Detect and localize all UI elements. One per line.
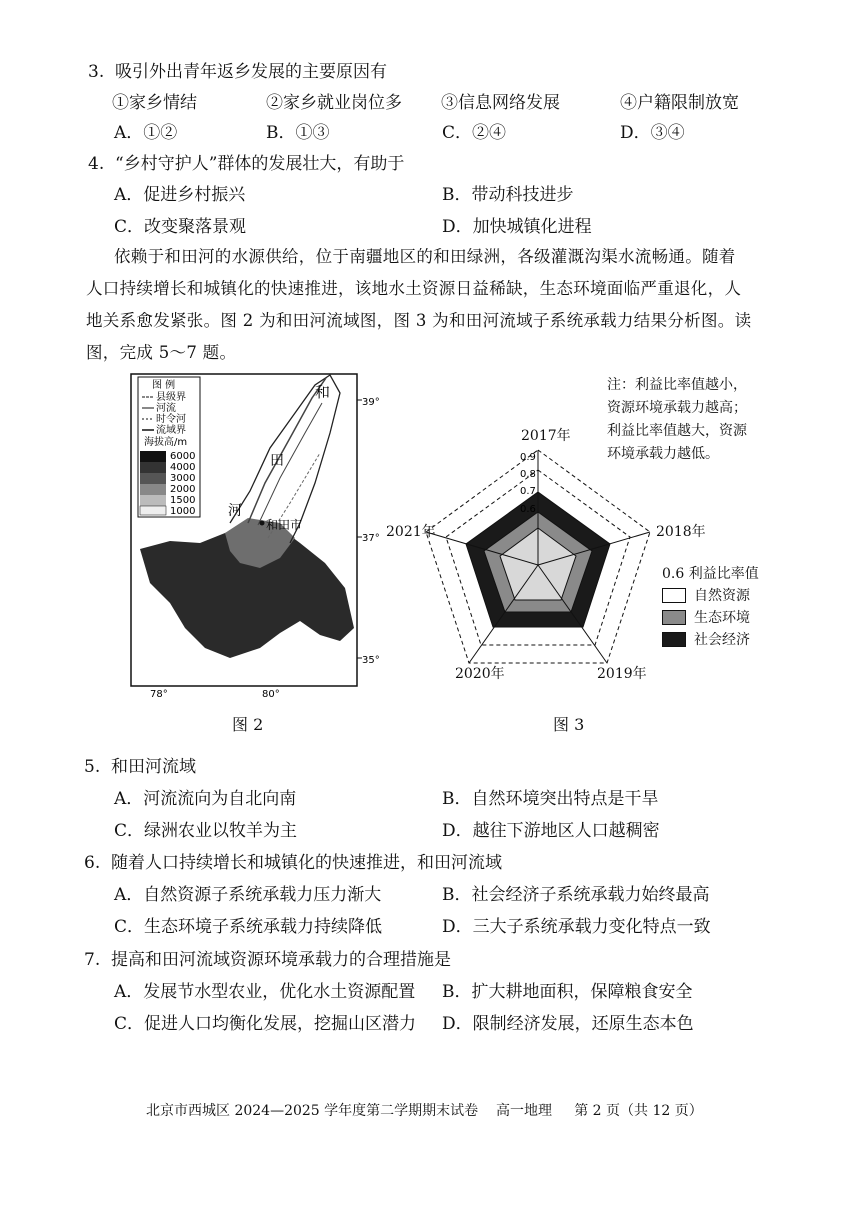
q4-option-b[interactable]: B．带动科技进步 bbox=[442, 185, 574, 205]
q3-option-d[interactable]: D．③④ bbox=[620, 123, 685, 143]
lat-label: 35° bbox=[362, 655, 380, 666]
radar-note bbox=[607, 374, 747, 466]
question-6 bbox=[84, 848, 502, 873]
question-stem: “乡村守护人”群体的发展壮大，有助于 bbox=[115, 154, 405, 174]
lon-label: 78° bbox=[150, 689, 168, 700]
question-stem: 和田河流域 bbox=[111, 757, 197, 777]
question-number: 3. bbox=[88, 62, 105, 82]
radar-axis-2017: 2017年 bbox=[521, 428, 571, 444]
lon-label: 80° bbox=[262, 689, 280, 700]
elevation-value: 6000 bbox=[170, 451, 196, 462]
radar-axis-2019: 2019年 bbox=[597, 666, 647, 682]
legend-basin-border: 流域界 bbox=[156, 425, 186, 436]
river-label: 河 bbox=[228, 503, 242, 519]
q4-option-d[interactable]: D．加快城镇化进程 bbox=[442, 217, 592, 237]
figure-2-caption: 图 2 bbox=[232, 715, 264, 734]
legend-swatch bbox=[662, 588, 686, 603]
q6-option-a[interactable]: A．自然资源子系统承载力压力渐大 bbox=[114, 885, 382, 905]
q6-option-c[interactable]: C．生态环境子系统承载力持续降低 bbox=[114, 917, 383, 937]
question-7 bbox=[84, 945, 451, 970]
q7-option-a[interactable]: A．发展节水型农业，优化水土资源配置 bbox=[114, 982, 416, 1002]
legend-social-economy bbox=[662, 629, 750, 649]
passage-line: 地关系愈发紧张。图 2 为和田河流域图，图 3 为和田河流域子系统承载力结果分析图。读 bbox=[86, 311, 752, 330]
river-label: 和 bbox=[315, 383, 331, 401]
elevation-value: 3000 bbox=[170, 473, 196, 484]
radar-legend-title: 0.6 利益比率值 bbox=[662, 566, 759, 582]
q4-option-c[interactable]: C．改变聚落景观 bbox=[114, 217, 247, 237]
q5-option-a[interactable]: A．河流流向为自北向南 bbox=[114, 789, 297, 809]
note-line: 资源环境承载力越高； bbox=[607, 400, 747, 416]
figure-2-map bbox=[130, 373, 392, 703]
page-footer: 北京市西城区 2024—2025 学年度第二学期期末试卷 高一地理 第 2 页（共 12 页） bbox=[146, 1103, 703, 1119]
question-stem: 随着人口持续增长和城镇化的快速推进，和田河流域 bbox=[111, 853, 503, 873]
passage-line: 图，完成 5～7 题。 bbox=[86, 343, 237, 362]
passage-line: 依赖于和田河的水源供给，位于南疆地区的和田绿洲，各级灌溉沟渠水流畅通。随着 bbox=[114, 247, 736, 266]
elevation-value: 2000 bbox=[170, 484, 196, 495]
elevation-label: 海拔高/m bbox=[144, 437, 188, 448]
legend-county-border: 县级界 bbox=[156, 392, 186, 403]
question-5 bbox=[84, 752, 196, 777]
map-legend-title: 图 例 bbox=[152, 380, 176, 391]
question-3 bbox=[88, 57, 387, 82]
q7-option-d[interactable]: D．限制经济发展，还原生态本色 bbox=[442, 1014, 694, 1034]
q6-option-b[interactable]: B．社会经济子系统承载力始终最高 bbox=[442, 885, 710, 905]
radar-axis-2020: 2020年 bbox=[455, 666, 505, 682]
q7-option-b[interactable]: B．扩大耕地面积，保障粮食安全 bbox=[442, 982, 693, 1002]
city-label: 和田市 bbox=[266, 518, 303, 532]
question-number: 6. bbox=[84, 853, 101, 873]
legend-river: 河流 bbox=[156, 403, 176, 414]
map-svg bbox=[130, 373, 392, 703]
legend-label: 生态环境 bbox=[694, 610, 750, 626]
q7-option-c[interactable]: C．促进人口均衡化发展，挖掘山区潜力 bbox=[114, 1014, 417, 1034]
tick-label: 0.6 bbox=[520, 504, 536, 515]
legend-seasonal-river: 时令河 bbox=[156, 414, 186, 425]
passage-line: 人口持续增长和城镇化的快速推进，该地水土资源日益稀缺，生态环境面临严重退化，人 bbox=[86, 279, 742, 298]
q6-option-d[interactable]: D．三大子系统承载力变化特点一致 bbox=[442, 917, 711, 937]
note-line: 利益比率值越大，资源 bbox=[607, 423, 747, 439]
radar-axis-2021: 2021年 bbox=[386, 524, 436, 540]
note-line: 环境承载力越低。 bbox=[607, 446, 719, 462]
tick-label: 0.9 bbox=[520, 452, 536, 463]
q3-option-a[interactable]: A．①② bbox=[114, 123, 178, 143]
q3-item-1: ①家乡情结 bbox=[112, 93, 197, 113]
question-4 bbox=[88, 149, 404, 174]
q4-option-a[interactable]: A．促进乡村振兴 bbox=[114, 185, 246, 205]
question-stem: 吸引外出青年返乡发展的主要原因有 bbox=[115, 62, 388, 82]
tick-label: 0.8 bbox=[520, 469, 536, 480]
q3-option-b[interactable]: B．①③ bbox=[266, 123, 330, 143]
tick-label: 0.7 bbox=[520, 486, 536, 497]
lat-label: 37° bbox=[362, 533, 380, 544]
question-number: 5. bbox=[84, 757, 101, 777]
question-number: 7. bbox=[84, 950, 101, 970]
q3-option-c[interactable]: C．②④ bbox=[442, 123, 507, 143]
elevation-value: 1500 bbox=[170, 495, 196, 506]
question-number: 4. bbox=[88, 154, 105, 174]
q5-option-b[interactable]: B．自然环境突出特点是干旱 bbox=[442, 789, 659, 809]
legend-swatch bbox=[662, 610, 686, 625]
elevation-value: 1000 bbox=[170, 506, 196, 517]
radar-axis-2018: 2018年 bbox=[656, 524, 706, 540]
city-marker bbox=[260, 521, 265, 526]
lat-label: 39° bbox=[362, 397, 380, 408]
legend-ecology bbox=[662, 607, 750, 627]
q3-item-2: ②家乡就业岗位多 bbox=[266, 93, 402, 113]
q5-option-c[interactable]: C．绿洲农业以牧羊为主 bbox=[114, 821, 298, 841]
figure-3-caption: 图 3 bbox=[553, 715, 585, 734]
note-line: 注：利益比率值越小， bbox=[607, 377, 747, 393]
legend-label: 自然资源 bbox=[694, 588, 750, 604]
q3-item-4: ④户籍限制放宽 bbox=[620, 93, 739, 113]
legend-label: 社会经济 bbox=[694, 632, 750, 648]
q3-item-3: ③信息网络发展 bbox=[441, 93, 560, 113]
question-stem: 提高和田河流域资源环境承载力的合理措施是 bbox=[111, 950, 452, 970]
river-label: 田 bbox=[270, 453, 284, 469]
elevation-value: 4000 bbox=[170, 462, 196, 473]
legend-swatch bbox=[662, 632, 686, 647]
legend-natural-resources bbox=[662, 585, 750, 605]
q5-option-d[interactable]: D．越往下游地区人口越稠密 bbox=[442, 821, 660, 841]
